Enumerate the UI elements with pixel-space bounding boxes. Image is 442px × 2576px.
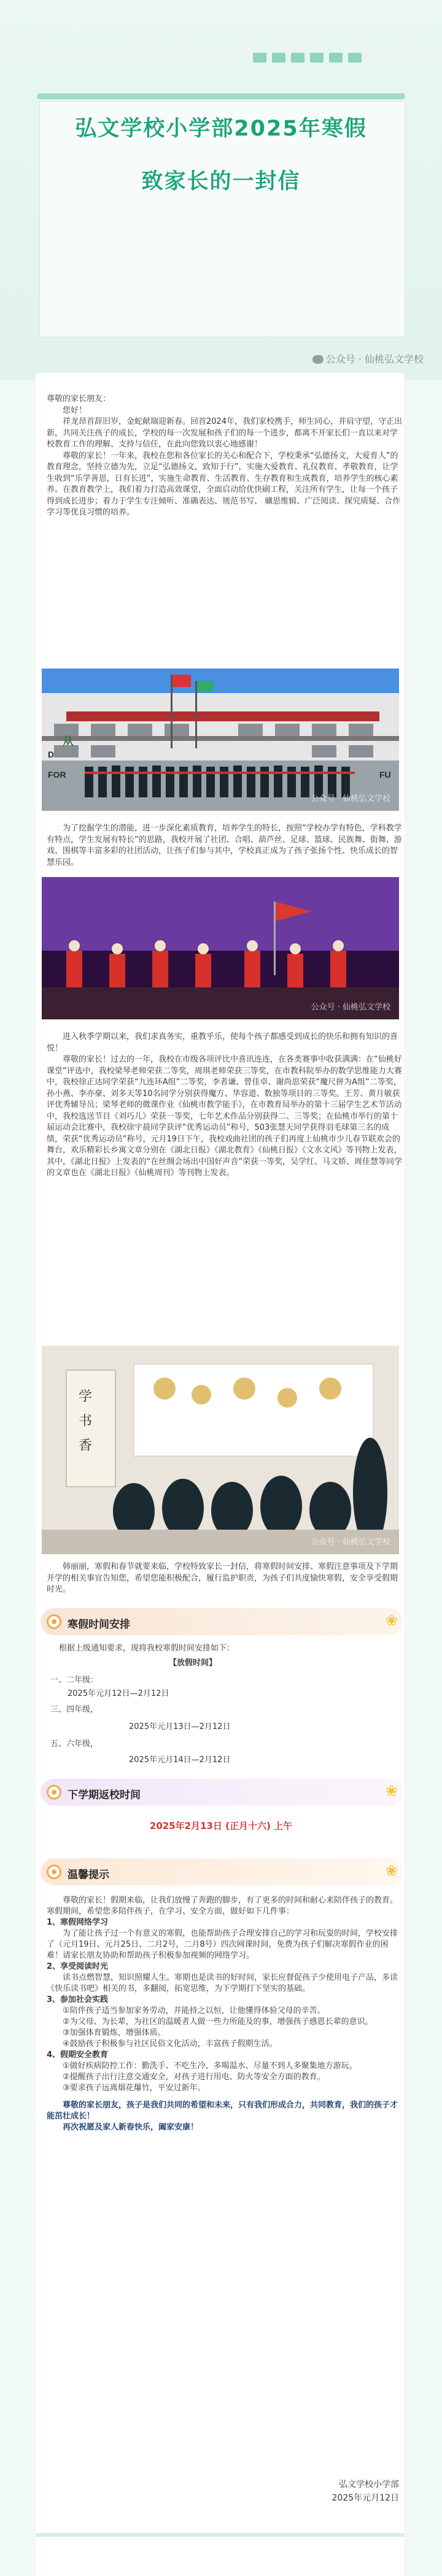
flower-icon: ❀ <box>385 1862 398 1879</box>
banner-fu-text: FU <box>379 770 391 780</box>
paragraph-1: 尊敬的家长！一年来，我校在您和各位家长的关心和配合下，学校秉承“弘德扬文，大爱育人”的教育理念，坚持立德为先，立足“弘德扬文，致知于行”，实施大爱教育、礼仪教育、孝敬教育，让学生收到“乐学善思，日有长进”，实施生命教育、生活教育、生存教育和生成教育，培养学生的核心素养。在教育教学上，我们着力打造高效课堂，全面启动给优快刷工程，关注所有学生，让每一个孩子得到成长进步；着力于学生专注倾听、准确表达、规范书写、 礦思维辑、广泛阅读、探究质疑、合作学习等优良习惯的培养。 <box>47 451 401 517</box>
tip-2-body: 读书点燃智慧，知识照耀人生。寒期也是读书的好时间，家长应督促孩子少使用电子产品，多读《快乐读书吧》相关的书，多翻阅，拓宽思维，为下学期打下坚实的基础。 <box>47 1973 398 1993</box>
svg-text:书: 书 <box>79 1414 93 1429</box>
holiday-intro: 根据上级通知要求，现将我校寒假时间安排如下： <box>59 1644 235 1653</box>
tip-3-item-4: ④鼓励孩子积极参与社区民俗文化活动，丰富孩子假期生活。 <box>63 2039 277 2049</box>
watermark-2: 公众号 · 仙桃弘文学校 <box>311 1003 390 1012</box>
tip-4-item-3: ③要求孩子远离烟花爆竹，平安过新年。 <box>63 2083 206 2093</box>
paragraph-4: 尊敬的家长！过去的一年，我校在市级各项评比中喜讯连连，在各类赛事中收获满满：在“仙桃好课堂”评选中，我校梁琴老师荣获二等奖，周琪老师荣获三等奖，在市教科院举办的数学思维能力大赛中，我校徐正达同学荣获“九连环A组”二等奖，李者谦、曾佳卓、谢尚思荣获“魔尺拼为A组”二等奖，孙小燕、李亦豪、刘多天等10名同学分别获得魔方、华容道、数独等项目的三等奖。王芳、黄月敏获评优秀辅导员；梁琴老师的微课作业《仙桃市教学能手》，在市教育局举办的第十三届学生艺术节活动中，我校选送节目《刘巧儿》荣获一等奖，七年艺术作品分别获得二、三等奖；在仙桃市举行的第十届运动会比赛中，我校徐宇晨同学获评“优秀运动员”称号，503张慧天同学获得羽毛球第三名的成绩，荣获“优秀运动员”称号，元月19日下午，我校戏曲社团的孩子们再度上仙桃市少儿春节联欢会的舞台，欢乐精彩长乡寓文章分别在《湖北日报》《湖北教育》《仙桃日报》《文水文风》等刊物上发表，其中，《湖北日报》上发表的“在丝绸会场出中国好声音”荣获一等奖，吴学红、马文娇、周佳慧等同学的文章也在《湖北日报》《仙桃周刊》等刊物上发表。 <box>47 1055 402 1178</box>
flower-icon: ❀ <box>385 1612 398 1629</box>
section-dot-icon <box>47 1865 61 1879</box>
signature-school: 弘文学校小学部 <box>339 2480 399 2490</box>
stage-performance-image <box>42 877 399 1019</box>
paragraph-2-block <box>47 823 403 868</box>
section-return-title: 下学期返校时间 <box>68 1789 141 1801</box>
section-tips-title: 温馨提示 <box>68 1869 109 1881</box>
footer-divider <box>36 2533 404 2537</box>
closing-1: 尊敬的家长朋友，孩子是我们共同的希望和未来，只有我们形成合力，共同教育，我们的孩子才能茁壮成长！ <box>47 2101 398 2121</box>
signature <box>332 2478 399 2505</box>
holiday-row-2-grade: 三、四年级， <box>50 1705 99 1714</box>
tip-4-item-2: ②提醒孩子出行注意交通安全，对孩子进行用电、防火等安全方面的教育。 <box>63 2072 325 2082</box>
holiday-row-3-grade: 五、六年级， <box>50 1739 99 1749</box>
page-title: 弘文学校小学部2025年寒假 <box>75 117 367 141</box>
paragraph-3: 进入秋季学期以来，我们求真务实，重教乎乐，使每个孩子都感受到成长的快乐和拥有知识的喜悦！ <box>47 1032 398 1053</box>
school-building-photo <box>42 669 399 811</box>
section-tips-header <box>41 1858 403 1885</box>
letter-intro <box>47 394 403 519</box>
school-building-image <box>42 669 399 811</box>
source-text: 公众号 · 仙桃弘文学校 <box>325 353 424 365</box>
hello: 您好！ <box>63 405 87 415</box>
tip-1-head: 1、寒假网络学习 <box>47 1918 109 1927</box>
tips-intro: 尊敬的家长！假期来临，让我们放慢了奔跑的脚步，有了更多的时间和耐心来陪伴孩子的教育。寒假期间，希望您多陪伴孩子，在学习、安全方面，做好如下几件事： <box>47 1896 398 1916</box>
section-return-header <box>41 1779 403 1806</box>
holiday-row-1-dates: 2025年元月12日—2月12日 <box>68 1689 169 1698</box>
section-holiday-title: 寒假时间安排 <box>68 1619 130 1631</box>
tips-content <box>47 1895 403 2133</box>
header <box>0 0 442 380</box>
tip-3-item-3: ③加强体育锻炼，增强体质。 <box>63 2028 166 2037</box>
source-label[interactable] <box>312 351 424 366</box>
paragraph-3-4-block <box>47 1032 403 1179</box>
svg-text:学: 学 <box>79 1389 93 1405</box>
tip-2-head: 2、享受阅读时光 <box>47 1962 109 1971</box>
tip-3-item-2: ②为父母、为长辈，为社区的温暖者人做一些力所能及的事，增强孩子感恩长辈的意识。 <box>63 2017 373 2026</box>
tip-4-item-1: ①做好疾病防控工作：勤洗手、不吃生冷、多喝温水、尽量不到人多聚集地方游玩。 <box>63 2061 357 2071</box>
section-holiday-header <box>41 1608 403 1635</box>
page-subtitle: 致家长的一封信 <box>141 169 301 194</box>
banner-left-letter: D <box>48 749 55 759</box>
watermark-1: 公众号 · 仙桃弘文学校 <box>311 794 390 803</box>
holiday-head: 【放假时间】 <box>169 1658 217 1668</box>
tip-4-head: 4、假期安全教育 <box>47 2050 109 2060</box>
section-dot-icon <box>47 1614 61 1629</box>
signature-date: 2025年元月12日 <box>332 2493 399 2503</box>
holiday-row-2-dates: 2025年元月13日—2月12日 <box>129 1722 231 1731</box>
greeting: 尊敬的家长朋友： <box>47 394 111 404</box>
holiday-row-1-grade: 一、二年级： <box>50 1676 99 1685</box>
banner-for-text: FOR <box>48 770 66 780</box>
intro-paragraph: 祥龙昂首辞旧岁，金蛇献瑞迎新春。回首2024年，我们家校携手，师生同心，并肩守望，守正出新，共同关注孩子的成长，学校的每一次发展和孩子们的每一个进步，都离不开家长们一直以来对学校教育工作的理解、支持与信任，在此向您致以衷心地感谢！ <box>47 417 403 449</box>
stage-performance-photo <box>42 877 399 1019</box>
wechat-icon <box>312 355 324 364</box>
decorative-dashes <box>253 53 376 64</box>
banner-left-char: 从 <box>63 735 74 748</box>
tip-1-body: 为了能让孩子过一个有意义的寒假，也能帮助孩子合理安排自己的学习和玩耍的时间，学校安排了（元月19日、元月25日、二月2号，二月8号）四次网课时间，免费为孩子们解决寒假作业的困难！请家长朋友协助和帮助孩子积极参加视频的网络学习。 <box>47 1929 398 1960</box>
classroom-photo <box>42 1346 399 1554</box>
svg-text:香: 香 <box>79 1438 93 1454</box>
classroom-image <box>42 1346 399 1554</box>
section-dot-icon <box>47 1785 61 1800</box>
flower-icon: ❀ <box>385 1782 398 1800</box>
paragraph-5-block <box>47 1562 403 1596</box>
tip-3-item-1: ①陪伴孩子适当参加家务劳动，并能持之以恒，让他懂得体验父母的辛苦。 <box>63 2006 325 2015</box>
holiday-row-3-dates: 2025年元月14日—2月12日 <box>129 1755 231 1765</box>
closing-2: 再次祝愿及家人新春快乐，阖家安康！ <box>63 2123 199 2132</box>
paragraph-5: 韩丽丽，寒假和春节就要来临，学校特致家长一封信，将寒假时间安排、寒假注意事项及下学期开学的相关事宜告知您，希望您能积极配合，履行监护职责，为孩子们共度愉快寒假，安全享受假期时光。 <box>47 1562 398 1594</box>
return-date: 2025年2月13日 (正月十六) 上午 <box>149 1820 293 1831</box>
tip-3-head: 3、参加社会实践 <box>47 1995 109 2004</box>
watermark-3: 公众号 · 仙桃弘文学校 <box>311 1538 390 1547</box>
paragraph-2: 为了挖掘学生的潜能，进一步深化素质教育，培养学生的特长，按照“学校办学有特色，学科教学有特点，学生发展有特长”的思路，我校开展了社团、合唱、葫芦丝、足球、篮球、民族舞、街舞、游戏、围棋等丰富多彩的社团活动，让孩子们参与其中，学校真正成为了孩子张扬个性、快乐成长的智慧乐园。 <box>47 824 402 867</box>
header-divider <box>37 93 405 99</box>
